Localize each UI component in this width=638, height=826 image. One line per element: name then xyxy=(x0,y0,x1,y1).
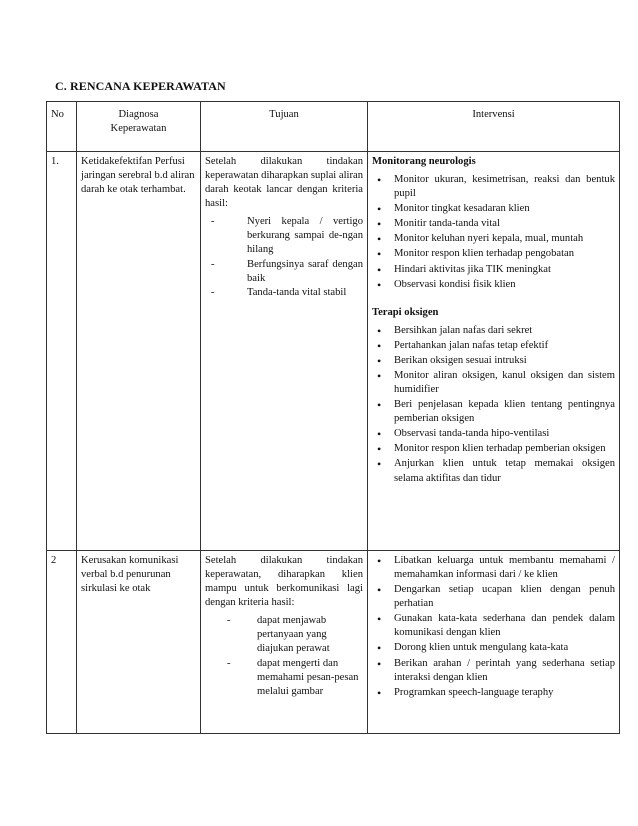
row1-diagnosa: Ketidakefektifan Perfusi jaringan serebral b.d aliran darah ke otak terhambat. xyxy=(77,152,201,551)
list-item: • Dengarkan setiap ucapan klien dengan penuh perhatian xyxy=(372,583,615,611)
neurologis-list xyxy=(372,173,615,292)
komunikasi-list xyxy=(372,554,615,700)
row1-no: 1. xyxy=(47,152,77,551)
list-item: • Anjurkan klien untuk tetap memakai oksigen selama aktifitas dan tidur xyxy=(372,457,615,485)
row2-intervensi xyxy=(368,551,620,734)
list-item: - dapat menjawab pertanyaan yang diajukan perawat xyxy=(227,615,330,655)
list-item: • Monitor respon klien terhadap pengobatan xyxy=(372,247,615,261)
row1-tujuan-intro: Setelah dilakukan tindakan keperawatan diharapkan suplai aliran darah keotak lancar dengan kriteria hasil: xyxy=(205,156,363,210)
list-item: • Monitir tanda-tanda vital xyxy=(372,217,615,231)
list-item: • Observasi tanda-tanda hipo-ventilasi xyxy=(372,427,615,441)
list-item: • Monitor keluhan nyeri kepala, mual, muntah xyxy=(372,232,615,246)
row1-tujuan-list xyxy=(205,215,363,299)
list-item: • Programkan speech-language teraphy xyxy=(372,686,615,700)
table-row xyxy=(47,551,620,734)
list-item: • Monitor respon klien terhadap pemberian oksigen xyxy=(372,442,615,456)
list-item: • Beri penjelasan kepada klien tentang pentingnya pemberian oksigen xyxy=(372,398,615,426)
list-item: • Berikan oksigen sesuai intruksi xyxy=(372,354,615,368)
list-item: • Monitor ukuran, kesimetrisan, reaksi dan bentuk pupil xyxy=(372,173,615,201)
list-item: • Gunakan kata-kata sederhana dan pendek dalam komunikasi dengan klien xyxy=(372,612,615,640)
list-item: • Monitor tingkat kesadaran klien xyxy=(372,202,615,216)
oksigen-list xyxy=(372,324,615,486)
row1-tujuan xyxy=(201,152,368,551)
list-item: • Berikan arahan / perintah yang sederhana setiap interaksi dengan klien xyxy=(372,657,615,685)
row1-intervensi xyxy=(368,152,620,551)
header-diagnosa-line1: Diagnosa xyxy=(118,109,159,120)
header-intervensi: Intervensi xyxy=(368,102,620,152)
list-item: • Monitor aliran oksigen, kanul oksigen dan sistem humidifier xyxy=(372,369,615,397)
row2-no: 2 xyxy=(47,551,77,734)
list-item: • Hindari aktivitas jika TIK meningkat xyxy=(372,263,615,277)
header-no: No xyxy=(47,102,77,152)
list-item: • Observasi kondisi fisik klien xyxy=(372,278,615,292)
section-title-neurologis: Monitorang neurologis xyxy=(372,156,476,167)
row2-tujuan-list xyxy=(205,614,363,698)
list-item: • Pertahankan jalan nafas tetap efektif xyxy=(372,339,615,353)
header-diagnosa-line2: Keperawatan xyxy=(110,123,167,135)
care-plan-table xyxy=(46,101,620,734)
table-row xyxy=(47,152,620,551)
header-diagnosa xyxy=(77,102,201,152)
list-item: - Nyeri kepala / vertigo berkurang sampai de-ngan hilang xyxy=(211,216,363,256)
section-heading: C. RENCANA KEPERAWATAN xyxy=(55,79,226,93)
row2-tujuan-intro: Setelah dilakukan tindakan keperawatan, diharapkan klien mampu untuk berkomunikasi lagi dengan kriteria hasil: xyxy=(205,555,363,609)
row2-diagnosa: Kerusakan komunikasi verbal b.d penurunan sirkulasi ke otak xyxy=(77,551,201,734)
list-item: - dapat mengerti dan memahami pesan-pesan melalui gambar xyxy=(227,657,359,697)
list-item: - Tanda-tanda vital stabil xyxy=(211,286,347,298)
list-item: - Berfungsinya saraf dengan baik xyxy=(211,258,363,284)
header-tujuan: Tujuan xyxy=(201,102,368,152)
list-item: • Bersihkan jalan nafas dari sekret xyxy=(372,324,615,338)
list-item: • Dorong klien untuk mengulang kata-kata xyxy=(372,641,615,655)
section-title-oksigen: Terapi oksigen xyxy=(372,306,439,318)
list-item: • Libatkan keluarga untuk membantu memahami / memahamkan informasi dari / ke klien xyxy=(372,554,615,582)
row2-tujuan xyxy=(201,551,368,734)
table-header-row xyxy=(47,102,620,152)
